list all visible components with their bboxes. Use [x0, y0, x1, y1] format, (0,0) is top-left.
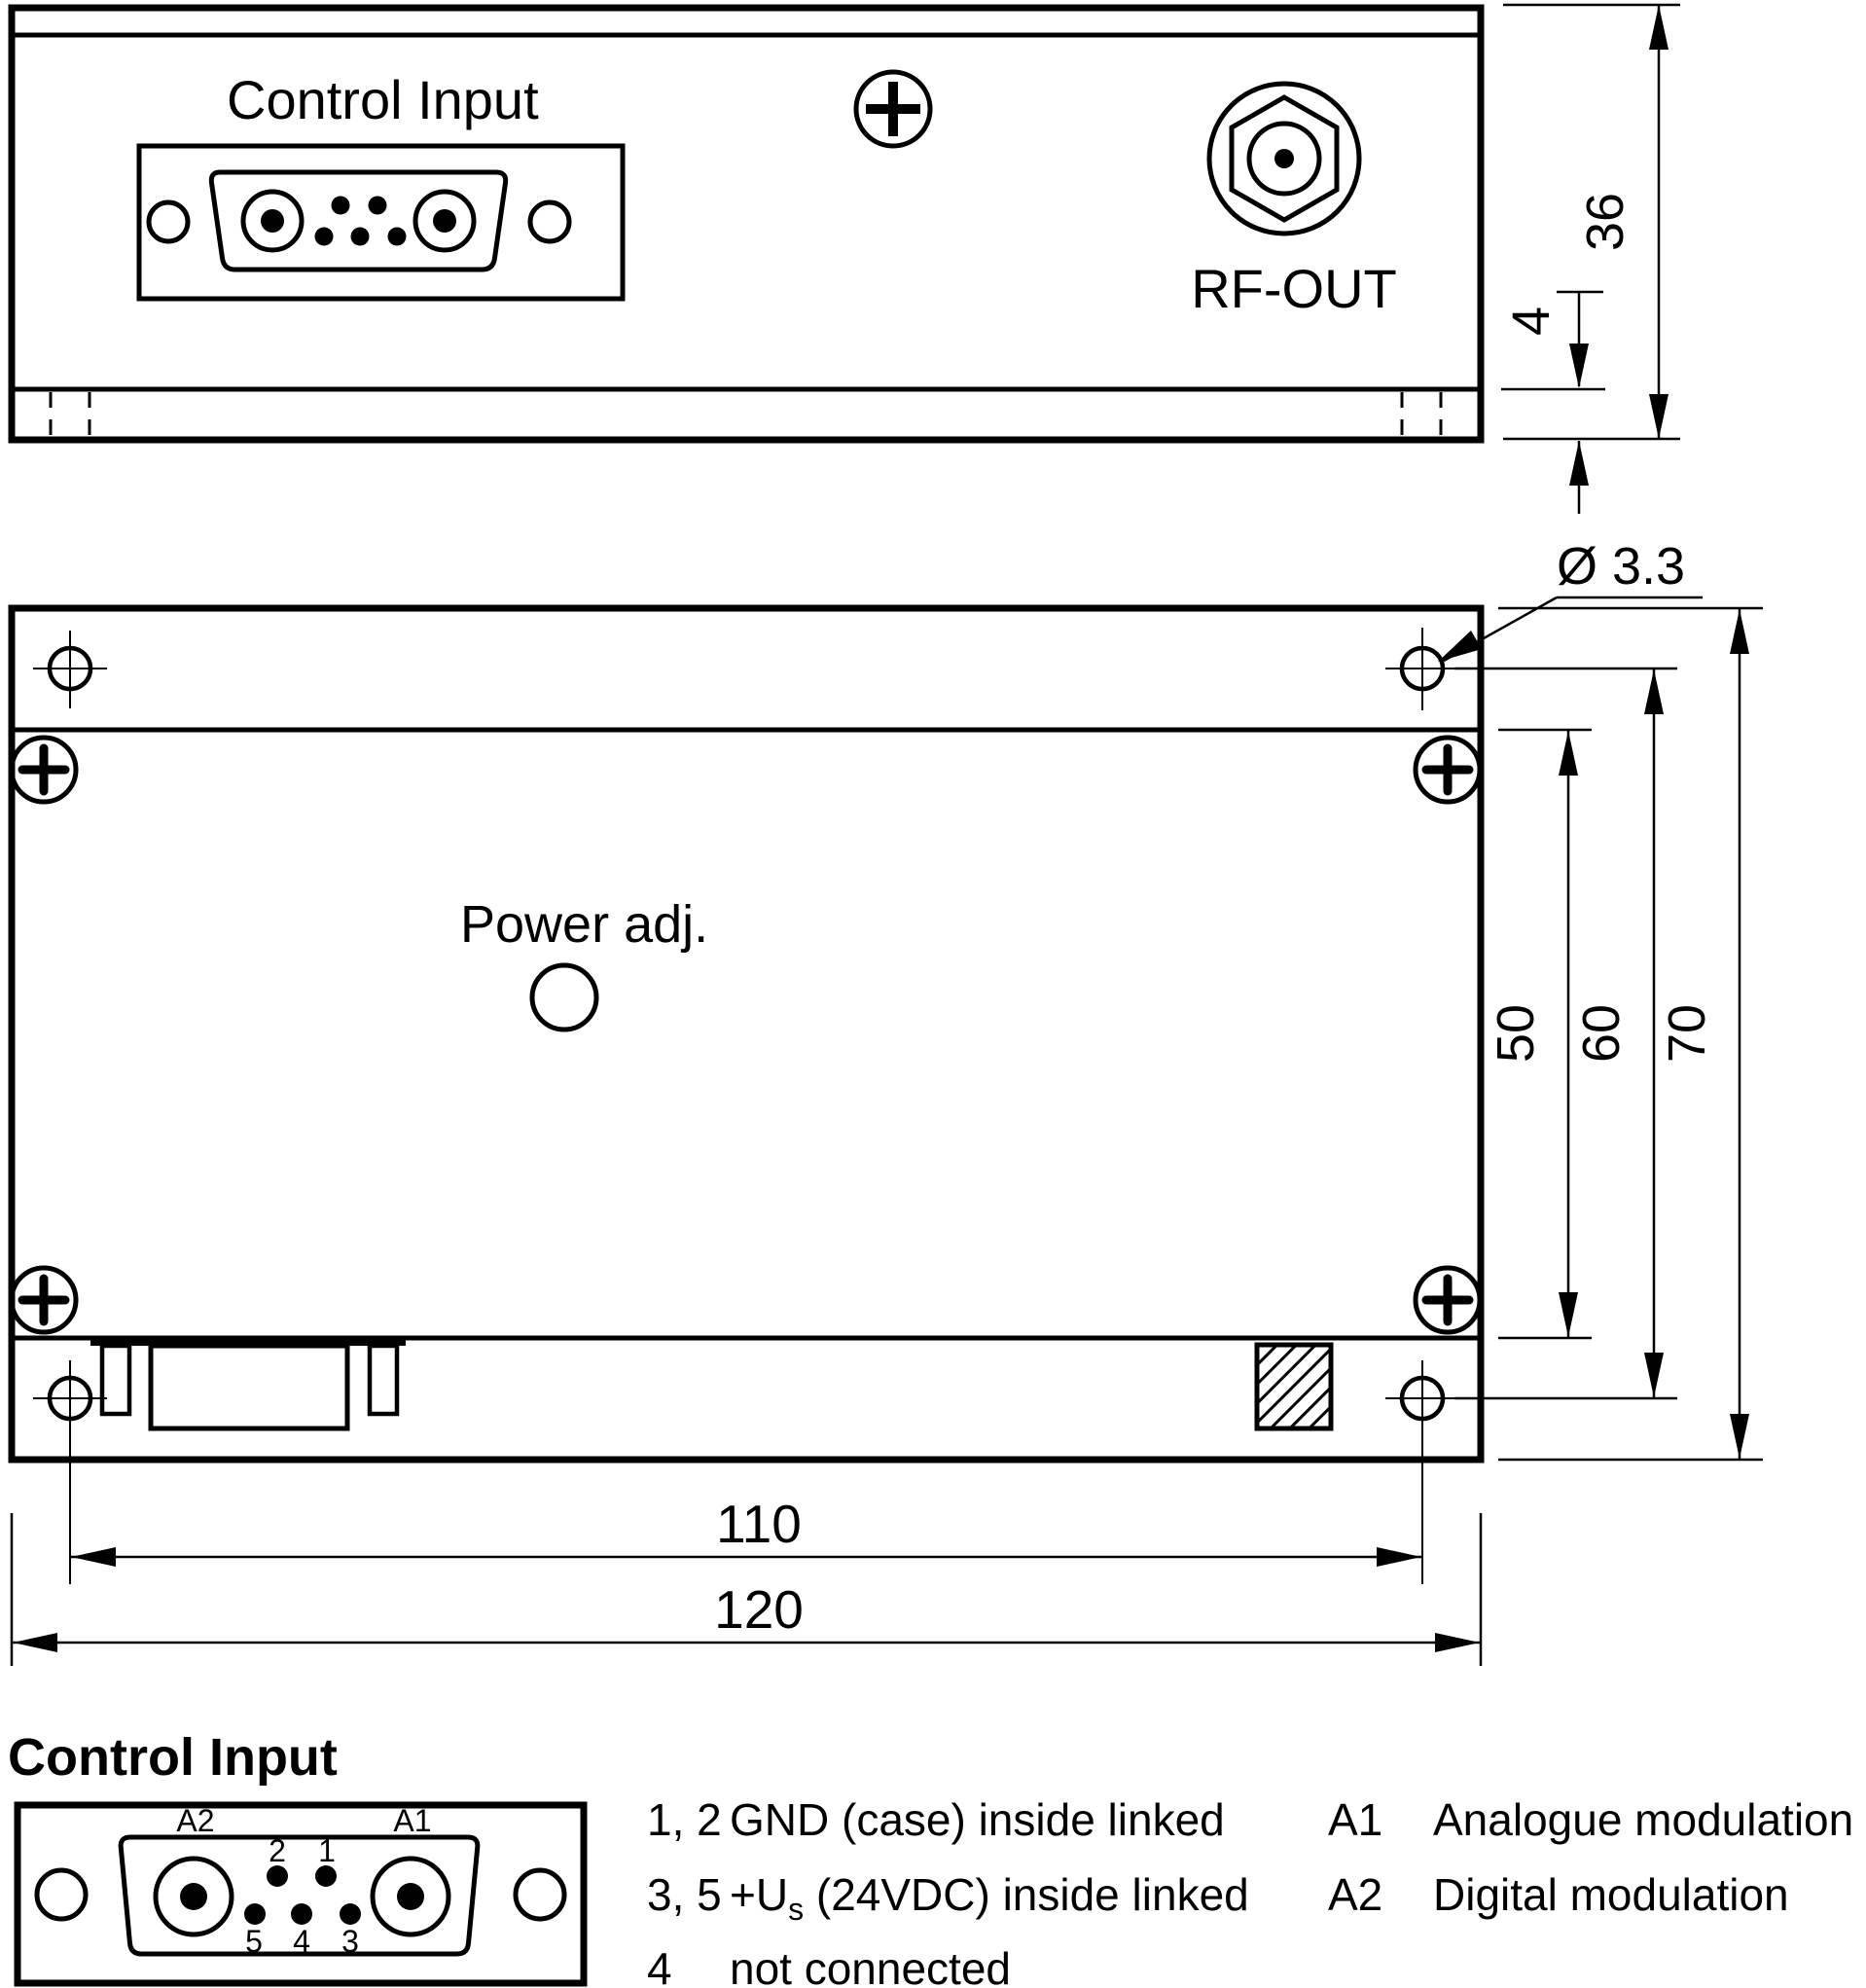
legend-key: A1 — [1328, 1794, 1383, 1845]
dim-4 — [1502, 292, 1603, 514]
legend-key: 4 — [647, 1943, 672, 1988]
detail-socket-a2-contact — [180, 1883, 207, 1910]
legend — [647, 1794, 1853, 1988]
detail-screw-hole-right — [516, 1870, 564, 1919]
leader-arrowhead — [1438, 631, 1482, 662]
dsub-socket-a1-contact — [433, 209, 456, 233]
dsub-pin — [369, 197, 387, 215]
rf-out-connector — [1209, 84, 1359, 234]
pin-number-2: 2 — [269, 1833, 286, 1868]
dim-120 — [13, 1579, 1480, 1652]
arrowhead-up — [1730, 609, 1749, 654]
control-input-label: Control Input — [227, 69, 539, 130]
legend-desc-subscript: s — [788, 1892, 805, 1927]
legend-desc: Digital modulation — [1433, 1869, 1789, 1920]
legend-key: 1, 2 — [647, 1794, 722, 1845]
dsub-body — [151, 1346, 347, 1428]
rf-threaded-stud — [1257, 1345, 1331, 1428]
arrowhead-up — [1649, 5, 1669, 50]
dim-label-110: 110 — [716, 1494, 802, 1554]
dim-label-70: 70 — [1658, 1003, 1716, 1064]
dsub-pin — [351, 228, 370, 246]
legend-desc — [730, 1794, 1225, 1845]
phillips-screw-bottom-left — [12, 1268, 76, 1332]
dim-70 — [1658, 609, 1749, 1459]
legend-desc-part: (24VDC) inside linked — [804, 1869, 1249, 1920]
rf-out-label: RF-OUT — [1191, 258, 1397, 319]
dsub-pin — [388, 228, 407, 246]
detail-pin-3 — [340, 1903, 361, 1925]
mounting-hole-top-left — [33, 631, 107, 708]
legend-row-2 — [647, 1869, 1789, 1927]
legend-desc-part: +U — [730, 1869, 789, 1920]
legend-key: 3, 5 — [647, 1869, 722, 1920]
plate-screw-hole-right — [530, 202, 569, 241]
detail-socket-a1-contact — [397, 1883, 424, 1910]
pin-number-1: 1 — [318, 1833, 336, 1868]
detail-heading: Control Input — [8, 1728, 338, 1787]
dsub-connector-top — [90, 1337, 406, 1428]
top-view-dimensions — [12, 537, 1763, 1666]
top-view — [12, 608, 1481, 1584]
arrowhead-left — [13, 1633, 57, 1652]
phillips-screw-top-right — [1416, 738, 1480, 802]
legend-desc — [730, 1869, 1249, 1927]
legend-row-1 — [647, 1794, 1853, 1845]
legend-desc: Analogue modulation — [1433, 1794, 1854, 1845]
pin-label-a2: A2 — [176, 1803, 215, 1838]
hole-diameter-callout — [1438, 537, 1703, 662]
arrowhead-down — [1644, 1353, 1664, 1397]
dim-label-36: 36 — [1576, 192, 1634, 252]
pin-number-5: 5 — [245, 1924, 263, 1959]
arrowhead-down — [1649, 394, 1669, 439]
dim-label-hole-dia: Ø 3.3 — [1557, 537, 1686, 596]
arrowhead-right — [1435, 1633, 1480, 1652]
baseplate-outline — [12, 608, 1481, 1460]
detail-pin-5 — [244, 1903, 266, 1925]
rf-center-pin — [1274, 149, 1294, 168]
detail-pin-1 — [315, 1865, 337, 1887]
screw-head-icon — [856, 72, 930, 146]
plate-screw-hole-left — [149, 202, 188, 241]
dim-110 — [71, 1494, 1421, 1567]
side-view-dimensions — [1501, 5, 1680, 514]
arrowhead-down — [1730, 1414, 1749, 1459]
pin-number-4: 4 — [293, 1924, 310, 1959]
dsub-pin — [332, 197, 350, 215]
dim-60 — [1572, 669, 1664, 1397]
phillips-screw-top-left — [12, 738, 76, 802]
power-adj-label: Power adj. — [460, 895, 709, 954]
pin-number-3: 3 — [341, 1924, 359, 1959]
mounting-hole-bottom-right — [1385, 1360, 1461, 1584]
side-view — [12, 8, 1481, 440]
detail-pin-2 — [267, 1865, 288, 1887]
arrowhead-up — [1569, 441, 1589, 486]
legend-desc — [730, 1943, 1011, 1988]
jackscrew-left — [102, 1346, 129, 1414]
dsub-outline — [211, 172, 505, 270]
arrowhead-right — [1377, 1547, 1421, 1567]
arrowhead-down — [1559, 1292, 1578, 1337]
legend-desc-part: GND (case) inside linked — [730, 1794, 1225, 1845]
dim-36 — [1576, 5, 1669, 439]
phillips-screw-bottom-right — [1416, 1268, 1480, 1332]
arrowhead-down — [1569, 343, 1589, 388]
legend-desc-part: not connected — [730, 1943, 1012, 1988]
dim-label-120: 120 — [714, 1579, 804, 1640]
legend-key: A2 — [1328, 1869, 1383, 1920]
dim-label-4: 4 — [1502, 306, 1561, 337]
jackscrew-right — [370, 1346, 397, 1414]
dim-label-60: 60 — [1572, 1003, 1631, 1064]
dsub-socket-a2-contact — [261, 209, 284, 233]
dsub-pin — [315, 228, 334, 246]
dim-50 — [1487, 731, 1578, 1337]
dim-label-50: 50 — [1487, 1003, 1545, 1064]
power-adj-hole — [532, 965, 596, 1030]
dsub-plate-front — [139, 146, 623, 299]
arrowhead-left — [71, 1547, 116, 1567]
arrowhead-up — [1644, 669, 1664, 714]
detail-screw-hole-left — [37, 1870, 86, 1919]
mounting-hole-bottom-left — [33, 1360, 107, 1584]
legend-row-3 — [647, 1943, 1011, 1988]
pinout-detail — [8, 1728, 584, 1983]
detail-pin-4 — [291, 1903, 312, 1925]
dsub-plate-outline — [139, 146, 623, 299]
arrowhead-up — [1559, 731, 1578, 776]
pin-label-a1: A1 — [393, 1803, 432, 1838]
mounting-hole-top-right — [1385, 628, 1459, 710]
